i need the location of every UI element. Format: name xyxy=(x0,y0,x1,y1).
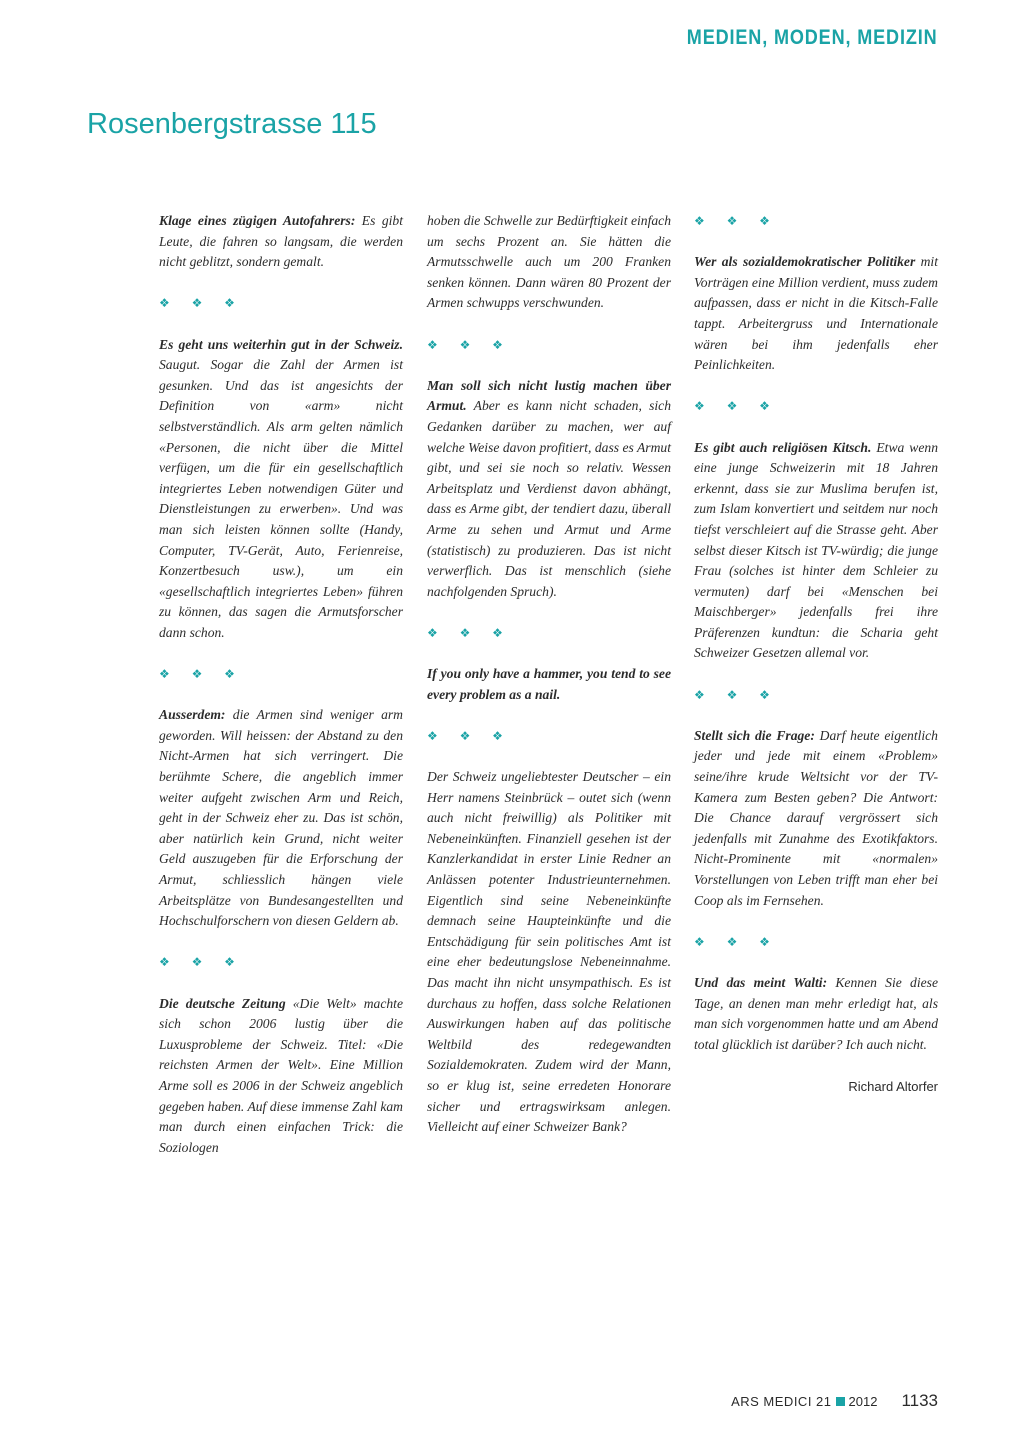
paragraph-text: die Armen sind weniger arm geworden. Will heissen: der Abstand zu den Nicht-Armen hat sich verringert. Die berühmte Schere, die angeblich immer weiter aufgeht zwischen Arm und Reich, geht in der Schweiz eher zu. Das ist schön, aber natürlich kein Grund, nicht weiter Geld auszugeben für die Erforschung der Armut, schliesslich hängen viele Arbeitsplätze von Bundesangestellten und Hochschulforschern von diesen Geldern ab. xyxy=(159,707,403,929)
paragraph-lead: Wer als sozialdemokratischer Politiker xyxy=(694,254,916,270)
separator-ornament: ❖ ❖ ❖ xyxy=(694,399,779,414)
paragraph xyxy=(159,994,403,1159)
paragraph xyxy=(159,705,403,932)
paragraph-text: Darf heute eigentlich jeder und jede mit einem «Problem» seine/ihre krude Weltsicht vor der TV-Kamera zum Besten geben? Die Antwort: Die Chance darauf vergrössert sich jedenfalls mit Zunahme des Exotikfaktors. Nicht-Prominente mit «normalen» Vorstellungen von Leben trifft man eher bei Coop als im Fernsehen. xyxy=(694,727,938,908)
paragraph-text: mit Vorträgen eine Million verdient, muss zudem aufpassen, dass er nicht in die Kitsch-Falle tappt. Arbeitergruss und Internationale wären bei ihm jedenfalls eher Peinlichkeiten. xyxy=(694,254,938,373)
paragraph xyxy=(694,726,938,911)
paragraph xyxy=(427,664,671,705)
text-column-2 xyxy=(427,211,671,1138)
paragraph-lead: If you only have a hammer, you tend to see every problem as a nail. xyxy=(427,666,671,702)
page-footer xyxy=(731,1391,938,1411)
square-icon xyxy=(836,1397,845,1406)
separator-ornament: ❖ ❖ ❖ xyxy=(427,728,512,743)
paragraph xyxy=(427,767,671,1138)
separator-ornament: ❖ ❖ ❖ xyxy=(694,214,779,228)
paragraph xyxy=(694,973,938,1055)
separator-ornament: ❖ ❖ ❖ xyxy=(159,955,244,970)
paragraph xyxy=(694,438,938,665)
paragraph xyxy=(694,252,938,376)
paragraph-lead: Die deutsche Zeitung xyxy=(159,995,286,1011)
section-label: MEDIEN, MODEN, MEDIZIN xyxy=(687,26,938,49)
paragraph-lead: Ausserdem: xyxy=(159,707,226,723)
page-number: 1133 xyxy=(901,1391,938,1410)
journal-name: ARS MEDICI 21 xyxy=(731,1394,832,1409)
paragraph xyxy=(427,211,671,314)
paragraph xyxy=(427,376,671,603)
paragraph xyxy=(159,211,403,273)
paragraph-lead: Es gibt auch religiösen Kitsch. xyxy=(694,439,872,455)
text-column-1 xyxy=(159,211,403,1158)
paragraph-text: Der Schweiz ungeliebtester Deutscher – ein Herr namens Steinbrück – outet sich (wenn auch nicht freiwillig) als Politiker mit Nebeneinkünften. Finanziell gesehen ist der Kanzlerkandidat in erster Linie Redner an Anlässen potenter Industrieunternehmen. Eigentlich sind seine Nebeneinkünfte demnach seine Haupteinkünfte und die Entschädigung für sein politisches Amt ist eine eher bedeutungslose Nebeneinnahme. Das macht ihn nicht unsympathisch. Es ist durchaus zu hoffen, dass solche Relationen Auswirkungen haben auf das politische Weltbild des redegewandten Sozialdemokraten. Zudem wird der Mann, so er klug ist, seine erredeten Honorare sicher und ertragswirksam anlegen. Vielleicht auf einer Schweizer Bank? xyxy=(427,769,671,1135)
paragraph-text: Saugut. Sogar die Zahl der Armen ist gesunken. Und das ist angesichts der Definition von «arm» nicht selbstverständlich. Als arm gelten nämlich «Personen, die nicht über die Mittel verfügen, um die für ein gesellschaftlich integriertes Leben notwendigen Güter und Dienstleistungen zu erwerben». Und was man sich leisten können sollte (Handy, Computer, TV-Gerät, Auto, Ferienreise, Konzertbesuch usw.), um ein «gesellschaftlich integriertes Leben» führen zu können, das sagen die Armutsforscher dann schon. xyxy=(159,357,403,640)
paragraph-lead: Man soll sich nicht lustig machen über Armut. xyxy=(427,377,671,414)
paragraph-lead: Und das meint Walti: xyxy=(694,974,828,990)
paragraph-lead: Stellt sich die Frage: xyxy=(694,727,815,743)
text-column-3 xyxy=(694,211,938,1098)
paragraph-text: «Die Welt» machte sich schon 2006 lustig über die Luxusprobleme der Schweiz. Titel: «Die reichsten Armen der Welt». Eine Million Arme soll es 2006 in der Schweiz angeblich gegeben haben. Auf diese immense Zahl kam man durch einen einfachen Trick: die Soziologen xyxy=(159,995,404,1155)
paragraph-lead: Es geht uns weiterhin gut in der Schweiz. xyxy=(159,336,403,352)
paragraph-text: Aber es kann nicht schaden, sich Gedanken darüber zu machen, wer auf welche Weise davon profitiert, dass es Armut gibt, und sei sie noch so relativ. Wessen Arbeitsplatz und Verdienst davon abhängt, dass es Arme gibt, der tendiert dazu, überall Arme zu sehen und Armut und Arme (statistisch) zu produzieren. Das ist nicht verwerflich. Das ist menschlich (siehe nachfolgenden Spruch). xyxy=(427,398,671,599)
separator-ornament: ❖ ❖ ❖ xyxy=(427,625,512,640)
journal-year: 2012 xyxy=(848,1394,878,1409)
separator-ornament: ❖ ❖ ❖ xyxy=(694,687,779,702)
author-name: Richard Altorfer xyxy=(848,1079,938,1095)
paragraph-lead: Klage eines zügigen Autofahrers: xyxy=(159,213,356,228)
separator-ornament: ❖ ❖ ❖ xyxy=(159,296,244,311)
separator-ornament: ❖ ❖ ❖ xyxy=(427,337,512,352)
paragraph xyxy=(159,335,403,644)
separator-ornament: ❖ ❖ ❖ xyxy=(159,667,244,682)
paragraph-text: Etwa wenn eine junge Schweizerin mit 18 Jahren erkennt, dass sie zur Muslima berufen ist, zum Islam konvertiert und seitdem nur noch tiefst verschleiert auf die Strasse geht. Aber selbst dieser Kitsch ist TV-würdig; die junge Frau (solches ist hinter dem Schleier zu vermuten) darf bei «Menschen bei Maischberger» jedenfalls frei ihre Präferenzen kundtun: die Scharia geht Schweizer Gesetzen allemal vor. xyxy=(694,439,938,661)
paragraph-text: Kennen Sie diese Tage, an denen man mehr erledigt hat, als man sich vorgenommen hatte und am Abend total glücklich ist darüber? Ich auch nicht. xyxy=(694,974,938,1052)
article-title: Rosenbergstrasse 115 xyxy=(87,108,377,140)
paragraph-text: Es gibt Leute, die fahren so langsam, die werden nicht geblitzt, sondern gemalt. xyxy=(159,213,404,270)
separator-ornament: ❖ ❖ ❖ xyxy=(694,934,779,949)
paragraph-text: hoben die Schwelle zur Bedürftigkeit einfach um sechs Prozent an. Sie hätten die Armutsschwelle auch um 200 Franken senken können. Dann wären 80 Prozent der Armen schwupps verschwunden. xyxy=(427,213,671,311)
